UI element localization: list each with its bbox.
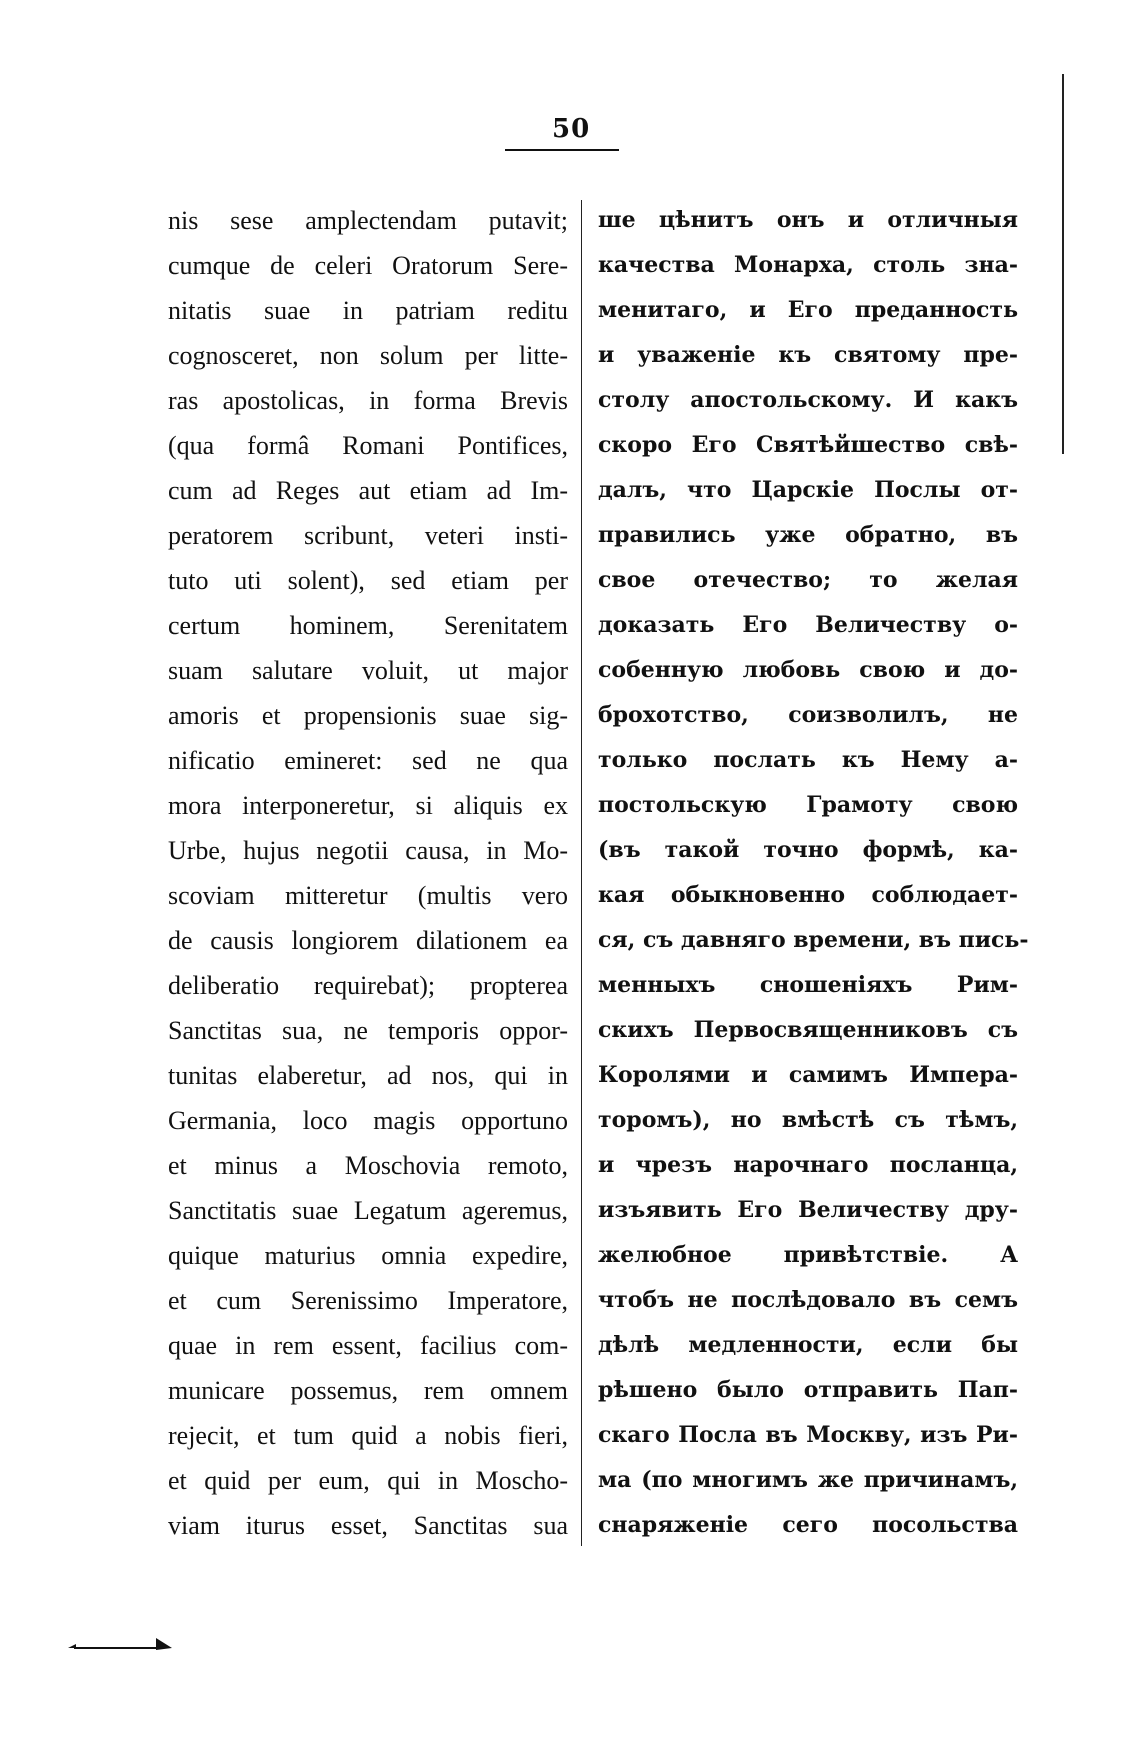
latin-text-line: et quid per eum, qui in Moscho- bbox=[168, 1466, 568, 1495]
russian-text-line: и чрезъ нарочнаго посланца, bbox=[598, 1152, 1018, 1178]
latin-text-line: nis sese amplectendam putavit; bbox=[168, 206, 568, 235]
page-number: 50 bbox=[552, 114, 591, 144]
binding-edge-line bbox=[1062, 74, 1064, 454]
latin-text-line: Urbe, hujus negotii causa, in Mo- bbox=[168, 836, 568, 865]
russian-text-line: далъ, что Царскіе Послы от- bbox=[598, 477, 1018, 503]
russian-text-line: чтобъ не послѣдовало въ семъ bbox=[598, 1287, 1018, 1313]
column-divider bbox=[581, 200, 582, 1546]
latin-text-line: scoviam mitteretur (multis vero bbox=[168, 881, 568, 910]
russian-text-line: правились уже обратно, въ bbox=[598, 522, 1018, 548]
latin-text-line: Sanctitatis suae Legatum ageremus, bbox=[168, 1196, 568, 1225]
russian-text-line: собенную любовь свою и до- bbox=[598, 657, 1018, 683]
russian-text-line: (въ такой точно формѣ, ка- bbox=[598, 837, 1018, 863]
russian-text-line: торомъ), но вмѣстѣ съ тѣмъ, bbox=[598, 1107, 1018, 1133]
header-rule bbox=[505, 149, 619, 151]
russian-text-line: скоро Его Святѣйшество свѣ- bbox=[598, 432, 1018, 458]
russian-text-line: дѣлѣ медленности, если бы bbox=[598, 1332, 1018, 1358]
russian-text-line: рѣшено было отправить Пап- bbox=[598, 1377, 1018, 1403]
latin-text-line: peratorem scribunt, veteri insti- bbox=[168, 521, 568, 550]
latin-text-line: cumque de celeri Oratorum Sere- bbox=[168, 251, 568, 280]
latin-text-line: nitatis suae in patriam reditu bbox=[168, 296, 568, 325]
latin-text-line: mora interponeretur, si aliquis ex bbox=[168, 791, 568, 820]
latin-text-line: tuto uti solent), sed etiam per bbox=[168, 566, 568, 595]
latin-text-line: cum ad Reges aut etiam ad Im- bbox=[168, 476, 568, 505]
russian-text-line: скаго Посла въ Москву, изъ Ри- bbox=[598, 1422, 1018, 1448]
latin-text-line: amoris et propensionis suae sig- bbox=[168, 701, 568, 730]
latin-text-line: Sanctitas sua, ne temporis oppor- bbox=[168, 1016, 568, 1045]
latin-text-column bbox=[168, 198, 568, 1548]
latin-text-line: de causis longiorem dilationem ea bbox=[168, 926, 568, 955]
latin-text-line: et cum Serenissimo Imperatore, bbox=[168, 1286, 568, 1315]
russian-text-line: снаряженіе сего посольства bbox=[598, 1512, 1018, 1538]
latin-text-line: viam iturus esset, Sanctitas sua bbox=[168, 1511, 568, 1540]
russian-text-line: и уваженіе къ святому пре- bbox=[598, 342, 1018, 368]
russian-text-line: ше цѣнитъ онъ и отличныя bbox=[598, 207, 1018, 233]
latin-text-line: certum hominem, Serenitatem bbox=[168, 611, 568, 640]
latin-text-line: municare possemus, rem omnem bbox=[168, 1376, 568, 1405]
russian-text-line: изъявить Его Величеству дру- bbox=[598, 1197, 1018, 1223]
latin-text-line: quae in rem essent, facilius com- bbox=[168, 1331, 568, 1360]
russian-text-line: доказать Его Величеству о- bbox=[598, 612, 1018, 638]
russian-text-line: качества Монарха, столь зна- bbox=[598, 252, 1018, 278]
latin-text-line: suam salutare voluit, ut major bbox=[168, 656, 568, 685]
russian-text-line: брохотство, соизволилъ, не bbox=[598, 702, 1018, 728]
russian-text-line: Королями и самимъ Импера- bbox=[598, 1062, 1018, 1088]
russian-text-line: свое отечество; то желая bbox=[598, 567, 1018, 593]
russian-text-line: ма (по многимъ же причинамъ, bbox=[598, 1467, 1018, 1493]
latin-text-line: quique maturius omnia expedire, bbox=[168, 1241, 568, 1270]
russian-text-line: менныхъ сношеніяхъ Рим- bbox=[598, 972, 1018, 998]
russian-text-line: скихъ Первосвященниковъ съ bbox=[598, 1017, 1018, 1043]
latin-text-line: tunitas elaberetur, ad nos, qui in bbox=[168, 1061, 568, 1090]
latin-text-line: nificatio emineret: sed ne qua bbox=[168, 746, 568, 775]
latin-text-line: rejecit, et tum quid a nobis fieri, bbox=[168, 1421, 568, 1450]
latin-text-line: deliberatio requirebat); propterea bbox=[168, 971, 568, 1000]
footer-arrow-icon bbox=[68, 1636, 172, 1652]
latin-text-line: cognosceret, non solum per litte- bbox=[168, 341, 568, 370]
russian-text-line: постольскую Грамоту свою bbox=[598, 792, 1018, 818]
russian-text-line: менитаго, и Его преданность bbox=[598, 297, 1018, 323]
russian-text-line: только послать къ Нему а- bbox=[598, 747, 1018, 773]
latin-text-line: et minus a Moschovia remoto, bbox=[168, 1151, 568, 1180]
russian-text-line: столу апостольскому. И какъ bbox=[598, 387, 1018, 413]
latin-text-line: ras apostolicas, in forma Brevis bbox=[168, 386, 568, 415]
russian-text-column bbox=[598, 198, 1029, 1548]
russian-text-line: желюбное привѣтствіе. А bbox=[598, 1242, 1018, 1268]
russian-text-line: кая обыкновенно соблюдает- bbox=[598, 882, 1018, 908]
latin-text-line: Germania, loco magis opportuno bbox=[168, 1106, 568, 1135]
russian-text-line: ся, съ давняго времени, въ пись- bbox=[598, 927, 1029, 953]
latin-text-line: (qua formâ Romani Pontifices, bbox=[168, 431, 568, 460]
